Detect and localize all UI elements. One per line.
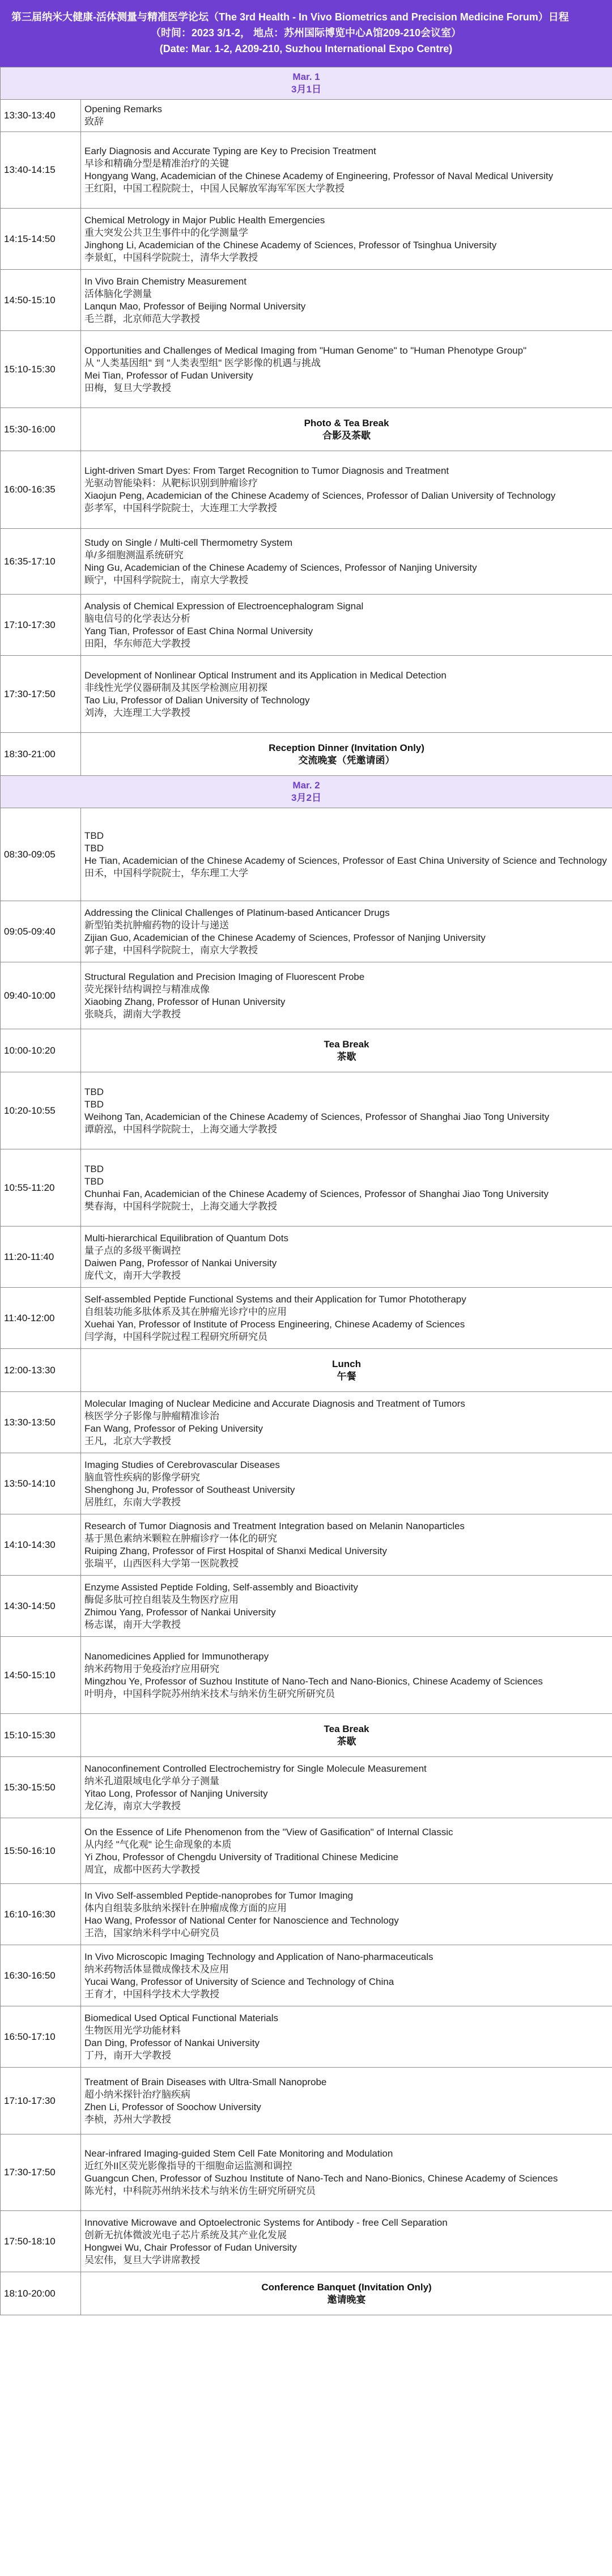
session-title-en: Development of Nonlinear Optical Instrument and its Application in Medical Detection <box>84 669 447 681</box>
day-header-cell <box>1 776 612 808</box>
session-row <box>1 2006 612 2068</box>
day-header-cell <box>1 67 612 100</box>
session-title-cn: 从 "人类基因组" 到 "人类表型组" 医学影像的机遇与挑战 <box>84 357 321 368</box>
session-content <box>81 331 612 408</box>
session-title-en: Light-driven Smart Dyes: From Target Recognition to Tumor Diagnosis and Treatment <box>84 465 449 476</box>
session-row <box>1 1072 612 1149</box>
speaker-cn: 王育才，中国科学技术大学教授 <box>84 1988 219 2000</box>
speaker-cn: 田禾，中国科学院院士，华东理工大学 <box>84 867 248 879</box>
session-time: 14:50-15:10 <box>1 270 81 331</box>
session-title-en: Enzyme Assisted Peptide Folding, Self-assembly and Bioactivity <box>84 1581 358 1593</box>
session-title-cn: 致辞 <box>84 116 104 127</box>
session-title-cn: 茶歇 <box>337 1735 356 1747</box>
speaker-en: He Tian, Academician of the Chinese Academy of Sciences, Professor of East China University of Science and Technology <box>84 855 607 866</box>
session-title-en: Study on Single / Multi-cell Thermometry System <box>84 537 293 548</box>
session-content <box>81 1288 612 1349</box>
speaker-en: Dan Ding, Professor of Nankai University <box>84 2037 260 2048</box>
session-content <box>81 1514 612 1576</box>
session-title-cn: TBD <box>84 1175 104 1187</box>
session-content <box>81 1757 612 1818</box>
day-header <box>1 67 612 100</box>
speaker-cn: 王红阳，中国工程院院士，中国人民解放军海军军医大学教授 <box>84 183 345 194</box>
session-title-en: Nanoconfinement Controlled Electrochemistry for Single Molecule Measurement <box>84 1763 427 1774</box>
break-row <box>1 408 612 451</box>
session-title-en: Self-assembled Peptide Functional Systems and their Application for Tumor Phototherapy <box>84 1293 466 1305</box>
speaker-cn: 杨志谋，南开大学教授 <box>84 1619 181 1630</box>
session-title-cn: 纳米孔道限域电化学单分子测量 <box>84 1775 219 1786</box>
session-content <box>81 408 612 451</box>
session-title-cn: 基于黑色素纳米颗粒在肿瘤诊疗一体化的研究 <box>84 1533 277 1544</box>
session-title-en: Biomedical Used Optical Functional Materials <box>84 2012 279 2023</box>
session-title-en: Addressing the Clinical Challenges of Platinum-based Anticancer Drugs <box>84 907 390 918</box>
session-time: 16:50-17:10 <box>1 2006 81 2068</box>
session-time: 17:50-18:10 <box>1 2211 81 2272</box>
session-title-cn: 核医学分子影像与肿瘤精准诊治 <box>84 1410 219 1421</box>
session-row <box>1 656 612 733</box>
speaker-cn: 叶明舟，中国科学院苏州纳米技术与纳米仿生研究所研究员 <box>84 1688 335 1699</box>
speaker-en: Daiwen Pang, Professor of Nankai University <box>84 1257 277 1268</box>
session-content <box>81 1149 612 1227</box>
break-row <box>1 1349 612 1392</box>
session-row <box>1 331 612 408</box>
speaker-cn: 居胜红，东南大学教授 <box>84 1496 181 1508</box>
speaker-en: Yi Zhou, Professor of Chengdu University of Traditional Chinese Medicine <box>84 1851 399 1862</box>
session-title-en: In Vivo Brain Chemistry Measurement <box>84 275 246 287</box>
speaker-cn: 陈光村，中科院苏州纳米技术与纳米仿生研究所研究员 <box>84 2185 316 2196</box>
session-time: 15:50-16:10 <box>1 1818 81 1884</box>
session-title-en: Nanomedicines Applied for Immunotherapy <box>84 1650 269 1662</box>
session-title-cn: 纳米药物用于免疫治疗应用研究 <box>84 1663 219 1674</box>
session-title-cn: TBD <box>84 1098 104 1110</box>
session-title-cn: 茶歇 <box>337 1051 356 1062</box>
session-title-cn: 从内经 "气化观" 论生命现象的本质 <box>84 1839 232 1850</box>
session-title-en: Opportunities and Challenges of Medical Imaging from "Human Genome" to "Human Phenotype Group" <box>84 345 527 356</box>
speaker-en: Ning Gu, Academician of the Chinese Academy of Sciences, Professor of Nanjing University <box>84 562 477 573</box>
day-label-cn: 3月1日 <box>291 84 321 95</box>
session-content <box>81 808 612 901</box>
session-time: 16:35-17:10 <box>1 529 81 595</box>
session-title-cn: 重大突发公共卫生事件中的化学测量学 <box>84 227 248 238</box>
session-row <box>1 1149 612 1227</box>
speaker-en: Tao Liu, Professor of Dalian University of Technology <box>84 694 310 706</box>
speaker-cn: 刘涛，大连理工大学教授 <box>84 707 190 718</box>
session-title-en: On the Essence of Life Phenomenon from the "View of Gasification" of Internal Classic <box>84 1826 453 1837</box>
session-title-en: Reception Dinner (Invitation Only) <box>269 742 424 753</box>
forum-title: 第三届纳米大健康-活体测量与精准医学论坛（The 3rd Health - In Vivo Biometrics and Precision Medicine Forum）日程 <box>11 11 569 23</box>
session-title-en: Tea Break <box>324 1723 369 1734</box>
session-row <box>1 100 612 132</box>
session-row <box>1 132 612 209</box>
session-time: 17:30-17:50 <box>1 656 81 733</box>
speaker-en: Fan Wang, Professor of Peking University <box>84 1423 263 1434</box>
session-row <box>1 270 612 331</box>
speaker-cn: 田梅，复旦大学教授 <box>84 382 171 393</box>
session-time: 14:50-15:10 <box>1 1637 81 1714</box>
speaker-cn: 毛兰群，北京师范大学教授 <box>84 313 200 324</box>
speaker-en: Yitao Long, Professor of Nanjing University <box>84 1788 268 1799</box>
session-row <box>1 901 612 962</box>
session-content <box>81 2211 612 2272</box>
break-row <box>1 1029 612 1072</box>
session-time: 18:30-21:00 <box>1 733 81 776</box>
schedule-table <box>0 67 612 2315</box>
schedule-header <box>0 0 612 67</box>
session-time: 13:30-13:40 <box>1 100 81 132</box>
session-content <box>81 595 612 656</box>
session-title-cn: 脑血管性疾病的影像学研究 <box>84 1471 200 1483</box>
session-row <box>1 1945 612 2006</box>
session-title-cn: 单/多细胞测温系统研究 <box>84 549 184 561</box>
speaker-cn: 张瑞平，山西医科大学第一医院教授 <box>84 1558 239 1569</box>
session-title-en: TBD <box>84 830 104 841</box>
session-title-en: TBD <box>84 1163 104 1174</box>
speaker-en: Mingzhou Ye, Professor of Suzhou Institute of Nano-Tech and Nano-Bionics, Chinese Academy of Sciences <box>84 1675 543 1687</box>
session-content <box>81 1392 612 1453</box>
forum-time-location-cn: （时间：2023 3/1-2， 地点：苏州国际博览中心A馆209-210会议室） <box>150 27 462 39</box>
speaker-en: Shenghong Ju, Professor of Southeast University <box>84 1484 295 1495</box>
session-title-en: Analysis of Chemical Expression of Electroencephalogram Signal <box>84 600 364 612</box>
speaker-cn: 庞代文，南开大学教授 <box>84 1270 181 1281</box>
speaker-cn: 顾宁，中国科学院院士，南京大学教授 <box>84 574 248 585</box>
session-time: 13:30-13:50 <box>1 1392 81 1453</box>
session-time: 15:10-15:30 <box>1 1714 81 1757</box>
session-time: 10:20-10:55 <box>1 1072 81 1149</box>
session-title-en: Innovative Microwave and Optoelectronic Systems for Antibody - free Cell Separation <box>84 2217 448 2228</box>
session-content <box>81 1818 612 1884</box>
session-title-cn: 活体脑化学测量 <box>84 288 152 299</box>
session-time: 17:30-17:50 <box>1 2134 81 2211</box>
session-content <box>81 1884 612 1945</box>
session-time: 13:50-14:10 <box>1 1453 81 1514</box>
session-row <box>1 1576 612 1637</box>
session-row <box>1 1392 612 1453</box>
session-content <box>81 451 612 529</box>
session-content <box>81 529 612 595</box>
session-time: 14:15-14:50 <box>1 209 81 270</box>
speaker-cn: 郭子建，中国科学院院士，南京大学教授 <box>84 944 258 956</box>
session-time: 14:30-14:50 <box>1 1576 81 1637</box>
session-row <box>1 529 612 595</box>
session-title-cn: 交流晚宴（凭邀请函） <box>298 754 395 766</box>
speaker-cn: 李桢，苏州大学教授 <box>84 2114 171 2125</box>
session-title-cn: 超小纳米探针治疗脑疾病 <box>84 2089 190 2100</box>
speaker-cn: 张晓兵，湖南大学教授 <box>84 1008 181 1020</box>
session-time: 08:30-09:05 <box>1 808 81 901</box>
session-row <box>1 1884 612 1945</box>
session-content <box>81 1453 612 1514</box>
session-content <box>81 2134 612 2211</box>
session-row <box>1 1818 612 1884</box>
session-title-en: Research of Tumor Diagnosis and Treatment Integration based on Melanin Nanoparticles <box>84 1520 465 1531</box>
session-title-cn: 脑电信号的化学表达分析 <box>84 613 190 624</box>
break-row <box>1 1714 612 1757</box>
session-title-cn: 量子点的多级平衡调控 <box>84 1245 181 1256</box>
speaker-cn: 彭孝军，中国科学院院士，大连理工大学教授 <box>84 503 277 513</box>
session-time: 16:10-16:30 <box>1 1884 81 1945</box>
speaker-en: Xiaojun Peng, Academician of the Chinese Academy of Sciences, Professor of Dalian University of Technology <box>84 490 556 501</box>
session-title-en: TBD <box>84 1086 104 1097</box>
session-title-en: Chemical Metrology in Major Public Health Emergencies <box>84 214 325 226</box>
session-time: 12:00-13:30 <box>1 1349 81 1392</box>
session-row <box>1 451 612 529</box>
session-title-cn: 新型铂类抗肿瘤药物的设计与递送 <box>84 919 229 931</box>
speaker-en: Jinghong Li, Academician of the Chinese Academy of Sciences, Professor of Tsinghua University <box>84 239 497 251</box>
session-title-en: Early Diagnosis and Accurate Typing are Key to Precision Treatment <box>84 146 376 156</box>
session-time: 17:10-17:30 <box>1 595 81 656</box>
speaker-cn: 李景虹，中国科学院院士，清华大学教授 <box>84 252 258 263</box>
session-title-cn: 荧光探针结构调控与精准成像 <box>84 983 210 995</box>
session-row <box>1 1227 612 1288</box>
session-row <box>1 1637 612 1714</box>
speaker-en: Mei Tian, Professor of Fudan University <box>84 370 253 381</box>
session-time: 13:40-14:15 <box>1 132 81 209</box>
speaker-cn: 王浩，国家纳米科学中心研究员 <box>84 1927 219 1938</box>
speaker-cn: 樊春海，中国科学院院士，上海交通大学教授 <box>84 1200 277 1212</box>
session-content <box>81 1072 612 1149</box>
day-label-en: Mar. 2 <box>292 780 320 791</box>
session-row <box>1 1757 612 1818</box>
session-content <box>81 132 612 209</box>
session-title-en: Lunch <box>332 1358 361 1369</box>
session-content <box>81 962 612 1029</box>
speaker-cn: 谭蔚泓，中国科学院院士，上海交通大学教授 <box>84 1123 277 1135</box>
session-content <box>81 209 612 270</box>
speaker-en: Guangcun Chen, Professor of Suzhou Institute of Nano-Tech and Nano-Bionics, Chinese Academy of Sciences <box>84 2173 558 2184</box>
session-content <box>81 656 612 733</box>
speaker-en: Xiaobing Zhang, Professor of Hunan University <box>84 996 286 1007</box>
session-content <box>81 1576 612 1637</box>
session-title-cn: 生物医用光学功能材料 <box>84 2025 181 2036</box>
session-content <box>81 1227 612 1288</box>
session-title-en: Molecular Imaging of Nuclear Medicine and Accurate Diagnosis and Treatment of Tumors <box>84 1398 465 1409</box>
speaker-en: Hongwei Wu, Chair Professor of Fudan University <box>84 2242 297 2253</box>
session-title-cn: 早诊和精确分型是精准治疗的关键 <box>84 158 229 169</box>
speaker-cn: 周宜，成都中医药大学教授 <box>84 1864 200 1875</box>
speaker-cn: 王凡，北京大学教授 <box>84 1435 171 1446</box>
session-content <box>81 1349 612 1392</box>
session-content <box>81 100 612 132</box>
session-content <box>81 1637 612 1714</box>
session-title-cn: 自组装功能多肽体系及其在肿瘤光诊疗中的应用 <box>84 1306 287 1317</box>
session-row <box>1 1453 612 1514</box>
session-title-cn: 创新无抗体微波光电子芯片系统及其产业化发展 <box>84 2229 287 2240</box>
session-time: 15:30-16:00 <box>1 408 81 451</box>
session-title-cn: 午餐 <box>337 1370 356 1382</box>
speaker-en: Yang Tian, Professor of East China Normal University <box>84 625 313 636</box>
speaker-en: Yucai Wang, Professor of University of Science and Technology of China <box>84 1976 394 1987</box>
session-row <box>1 595 612 656</box>
speaker-cn: 田阳，华东师范大学教授 <box>84 638 190 649</box>
speaker-en: Hao Wang, Professor of National Center for Nanoscience and Technology <box>84 1915 399 1926</box>
session-content <box>81 1714 612 1757</box>
speaker-cn: 龙亿涛，南京大学教授 <box>84 1800 181 1811</box>
speaker-en: Ruiping Zhang, Professor of First Hospital of Shanxi Medical University <box>84 1545 387 1556</box>
session-content <box>81 733 612 776</box>
speaker-cn: 闫学海，中国科学院过程工程研究所研究员 <box>84 1331 267 1342</box>
session-title-en: Opening Remarks <box>84 104 163 114</box>
session-time: 16:00-16:35 <box>1 451 81 529</box>
session-row <box>1 1288 612 1349</box>
speaker-en: Xuehai Yan, Professor of Institute of Process Engineering, Chinese Academy of Sciences <box>84 1318 465 1330</box>
session-title-cn: 体内自组装多肽纳米探针在肿瘤成像方面的应用 <box>84 1902 287 1913</box>
session-row <box>1 2068 612 2134</box>
session-time: 10:55-11:20 <box>1 1149 81 1227</box>
session-title-en: Imaging Studies of Cerebrovascular Diseases <box>84 1459 280 1470</box>
session-title-cn: 纳米药物活体显微成像技术及应用 <box>84 1963 229 1975</box>
session-row <box>1 1514 612 1576</box>
session-content <box>81 2006 612 2068</box>
session-time: 15:10-15:30 <box>1 331 81 408</box>
day-label-cn: 3月2日 <box>291 792 321 803</box>
speaker-en: Hongyang Wang, Academician of the Chinese Academy of Engineering, Professor of Naval Medical University <box>84 171 554 181</box>
session-content <box>81 270 612 331</box>
session-time: 11:40-12:00 <box>1 1288 81 1349</box>
session-time: 18:10-20:00 <box>1 2272 81 2315</box>
session-title-en: Structural Regulation and Precision Imaging of Fluorescent Probe <box>84 971 365 982</box>
session-title-en: In Vivo Self-assembled Peptide-nanoprobes for Tumor Imaging <box>84 1890 354 1901</box>
session-time: 11:20-11:40 <box>1 1227 81 1288</box>
session-content <box>81 901 612 962</box>
session-title-cn: 邀请晚宴 <box>327 2294 366 2305</box>
session-title-cn: 光驱动智能染料：从靶标识别到肿瘤诊疗 <box>84 478 258 489</box>
session-content <box>81 1029 612 1072</box>
session-time: 09:40-10:00 <box>1 962 81 1029</box>
session-row <box>1 2211 612 2272</box>
session-title-cn: 近红外II区荧光影像指导的干细胞命运监测和调控 <box>84 2161 292 2171</box>
break-row <box>1 733 612 776</box>
session-row <box>1 209 612 270</box>
session-title-en: Conference Banquet (Invitation Only) <box>261 2281 432 2293</box>
day-label-en: Mar. 1 <box>292 71 320 82</box>
session-row <box>1 962 612 1029</box>
forum-time-location-en: (Date: Mar. 1-2, A209-210, Suzhou International Expo Centre) <box>159 43 453 54</box>
session-title-cn: 合影及茶歇 <box>322 430 371 441</box>
session-title-en: Multi-hierarchical Equilibration of Quantum Dots <box>84 1232 288 1244</box>
session-time: 16:30-16:50 <box>1 1945 81 2006</box>
session-title-cn: 非线性光学仪器研制及其医学检测应用初探 <box>84 682 267 693</box>
speaker-en: Chunhai Fan, Academician of the Chinese Academy of Sciences, Professor of Shanghai Jiao Tong University <box>84 1188 549 1199</box>
session-content <box>81 1945 612 2006</box>
speaker-en: Weihong Tan, Academician of the Chinese Academy of Sciences, Professor of Shanghai Jiao Tong University <box>84 1111 550 1122</box>
speaker-en: Zhen Li, Professor of Soochow University <box>84 2101 261 2112</box>
session-title-cn: TBD <box>84 842 104 854</box>
session-title-en: Photo & Tea Break <box>304 417 389 428</box>
speaker-cn: 丁丹，南开大学教授 <box>84 2049 171 2061</box>
session-title-en: In Vivo Microscopic Imaging Technology and Application of Nano-pharmaceuticals <box>84 1951 434 1962</box>
session-time: 17:10-17:30 <box>1 2068 81 2134</box>
speaker-en: Zijian Guo, Academician of the Chinese Academy of Sciences, Professor of Nanjing University <box>84 932 486 943</box>
session-title-en: Tea Break <box>324 1038 369 1050</box>
break-row <box>1 2272 612 2315</box>
session-title-cn: 酶促多肽可控自组装及生物医疗应用 <box>84 1594 239 1605</box>
session-time: 10:00-10:20 <box>1 1029 81 1072</box>
session-time: 09:05-09:40 <box>1 901 81 962</box>
session-title-en: Near-infrared Imaging-guided Stem Cell Fate Monitoring and Modulation <box>84 2148 393 2159</box>
session-row <box>1 2134 612 2211</box>
session-title-en: Treatment of Brain Diseases with Ultra-Small Nanoprobe <box>84 2076 327 2087</box>
speaker-en: Zhimou Yang, Professor of Nankai University <box>84 1606 276 1618</box>
speaker-en: Lanqun Mao, Professor of Beijing Normal University <box>84 300 306 312</box>
session-content <box>81 2272 612 2315</box>
session-time: 14:10-14:30 <box>1 1514 81 1576</box>
speaker-cn: 吴宏伟，复旦大学讲席教授 <box>84 2254 200 2265</box>
session-row <box>1 808 612 901</box>
session-content <box>81 2068 612 2134</box>
session-time: 15:30-15:50 <box>1 1757 81 1818</box>
day-header <box>1 776 612 808</box>
